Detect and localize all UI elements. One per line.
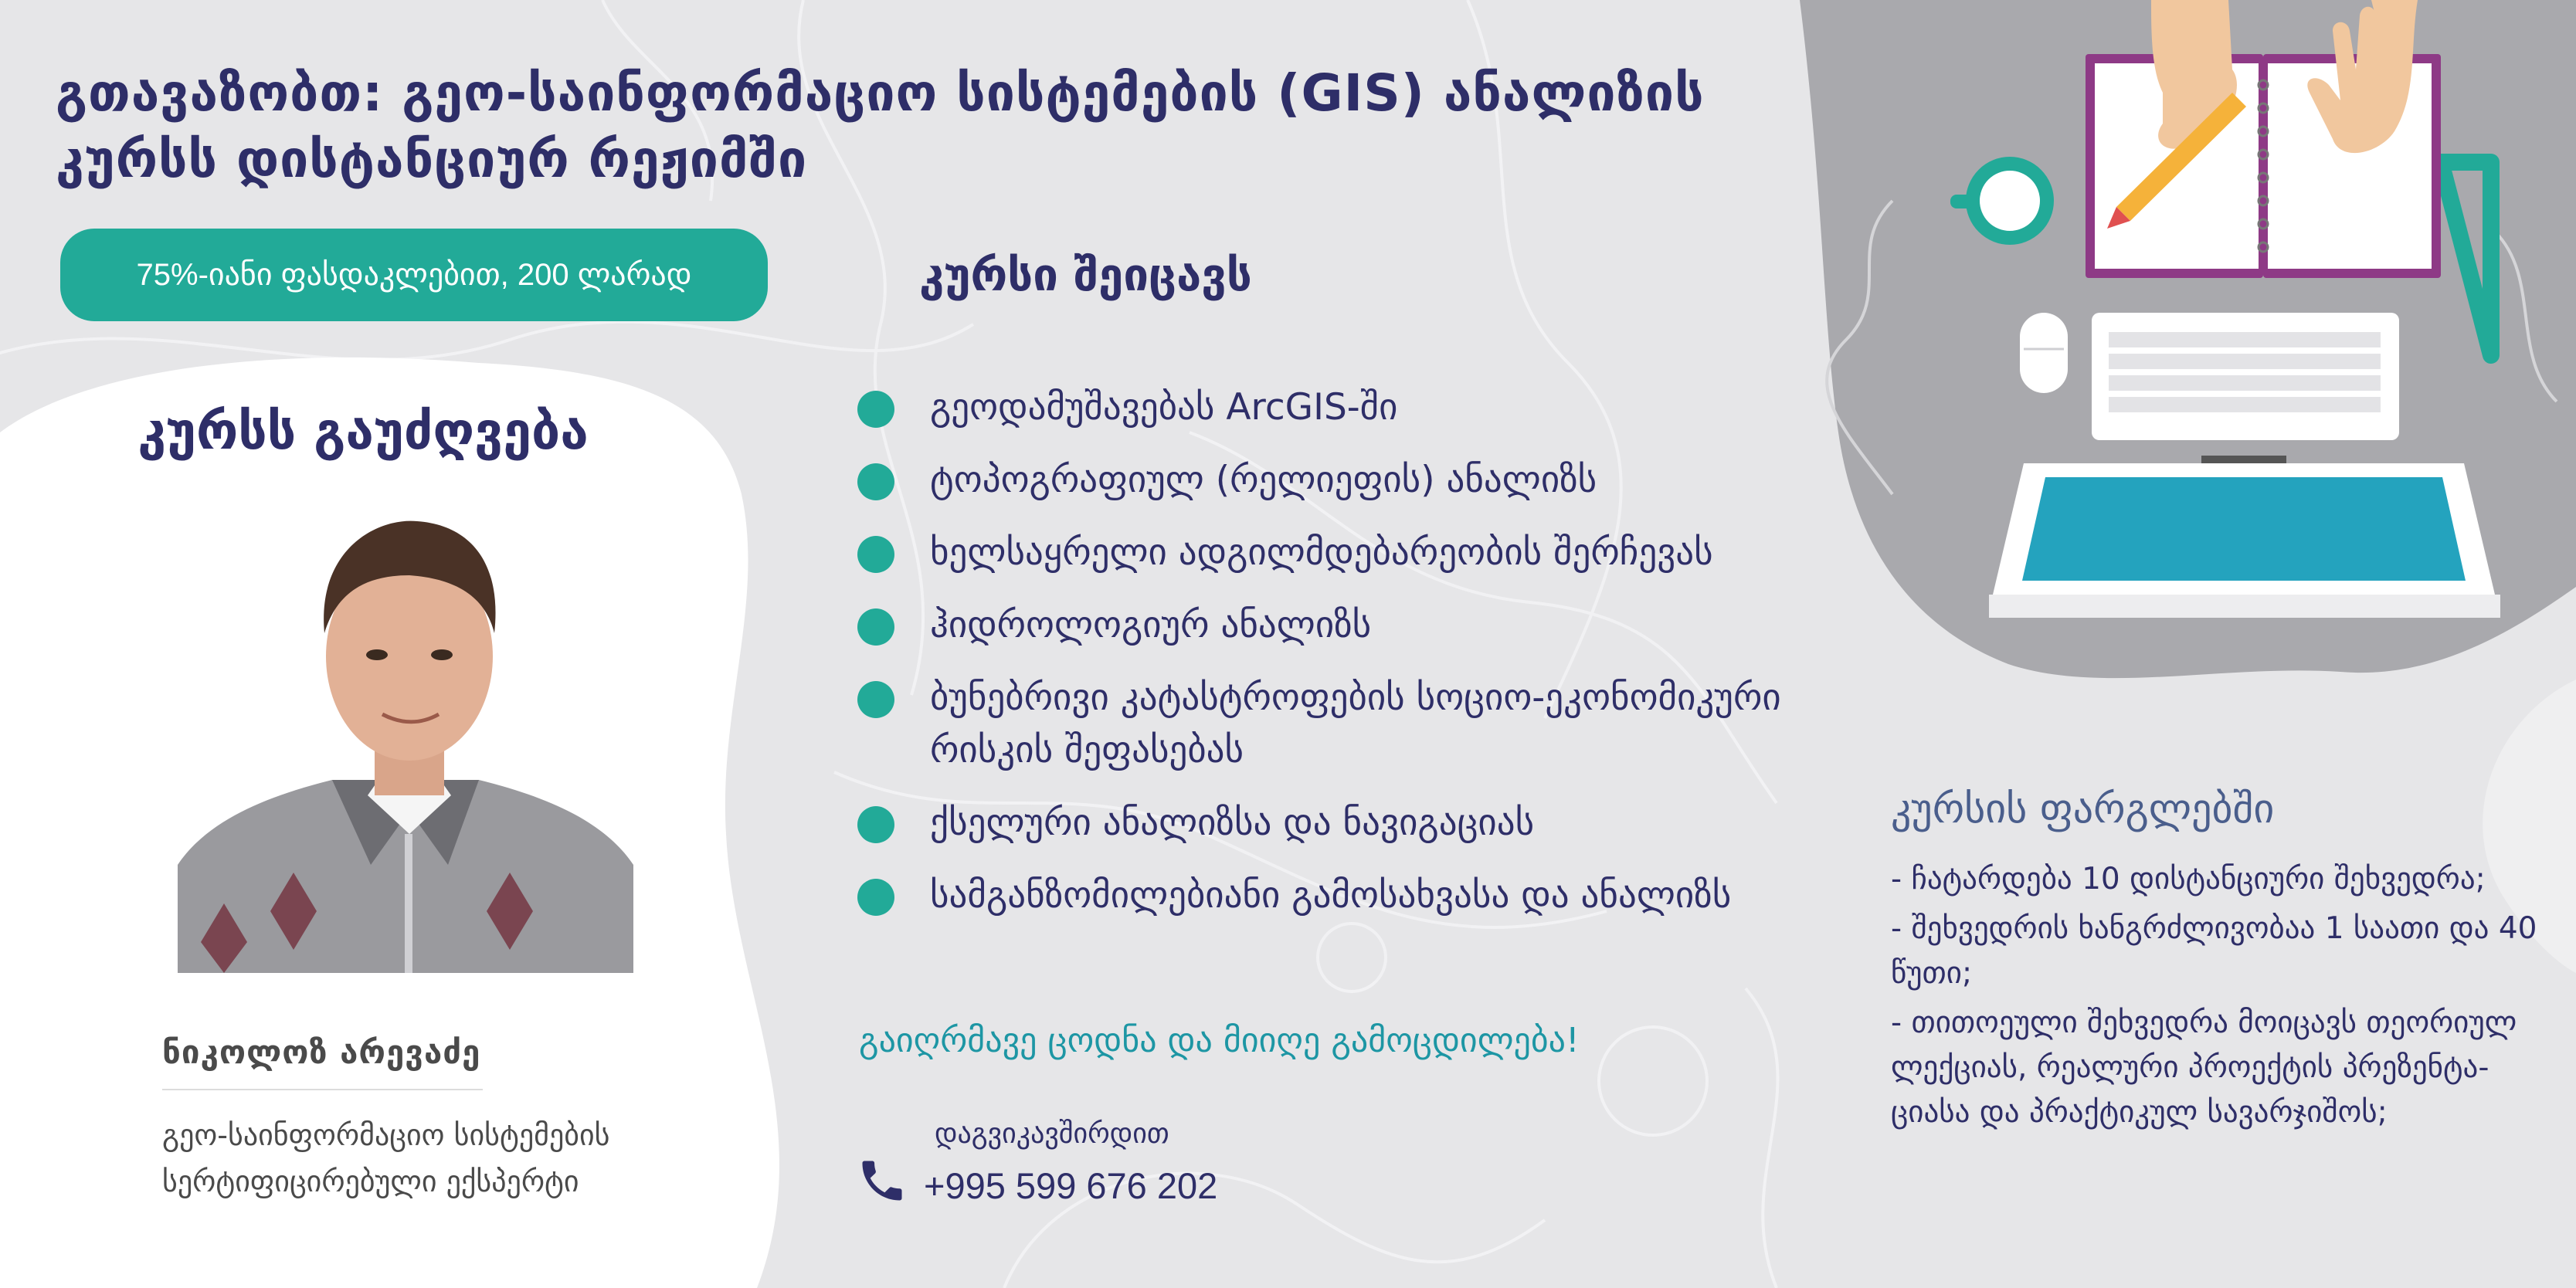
list-item: - თითოეული შეხვედრა მოიცავს თეორიულ ლექციას, რეალური პროექტის პრეზენტა-ციასა და პრაქტიკულ სავარჯიშოს; [1891,1005,2517,1130]
bullet-icon [857,806,894,843]
list-item-label: ტოპოგრაფიულ (რელიეფის) ანალიზს [930,459,1597,501]
course-topics-list [856,381,1875,942]
bullet-icon [857,681,894,718]
list-item: - ჩატარდება 10 დისტანციური შეხვედრა; [1891,862,2486,897]
instructor-photo [178,502,633,973]
list-item-label: ჰიდროლოგიურ ანალიზს [930,604,1372,646]
list-item [856,527,1875,579]
desk-illustration [1800,0,2576,633]
course-scope-list [1891,857,2555,1140]
list-item-label: სამგანზომილებიანი გამოსახვასა და ანალიზს [930,874,1732,917]
list-item [856,869,1875,922]
list-item [856,672,1875,777]
list-item-label: გეოდამუშავებას ArcGIS-ში [930,386,1398,429]
bullet-icon [857,463,894,500]
bullet-icon [857,391,894,428]
bullet-icon [857,536,894,573]
list-item [856,454,1875,507]
contact-label: დაგვიკავშირდით [935,1118,1169,1150]
discount-button[interactable]: 75%-იანი ფასდაკლებით, 200 ლარად [60,229,768,321]
bullet-icon [857,879,894,916]
list-item [856,797,1875,849]
instructor-heading: კურსს გაუძღვება [137,402,589,461]
bullet-icon [857,608,894,646]
list-item [856,381,1875,434]
list-item-label: ხელსაყრელი ადგილმდებარეობის შერჩევას [930,531,1713,574]
divider [162,1089,483,1090]
phone-icon[interactable] [856,1154,908,1207]
list-item-label: ქსელური ანალიზსა და ნავიგაციას [930,802,1535,844]
course-contents-heading: კურსი შეიცავს [919,249,1252,301]
coffee-cup-icon [1950,164,2047,238]
list-item [856,599,1875,652]
slogan: გაიღრმავე ცოდნა და მიიღე გამოცდილება! [859,1021,1580,1060]
page-title: გთავაზობთ: გეო-საინფორმაციო სისტემების (GIS) ანალიზის კურსს დისტანციურ რეჟიმში [56,63,1705,189]
course-scope-heading: კურსის ფარგლებში [1891,786,2275,832]
mouse-icon [2020,313,2068,393]
set-square-icon [2441,162,2491,355]
instructor-description: გეო-საინფორმაციო სისტემების სერტიფიცირებული ექსპერტი [162,1118,610,1198]
phone-number[interactable]: +995 599 676 202 [924,1165,1218,1206]
list-item-label: ბუნებრივი კატასტროფების სოციო-ეკონომიკური რისკის შეფასებას [930,676,1781,771]
instructor-name: ნიკოლოზ არევაძე [162,1033,481,1071]
list-item: - შეხვედრის ხანგრძლივობაა 1 საათი და 40 წუთი; [1891,911,2537,991]
